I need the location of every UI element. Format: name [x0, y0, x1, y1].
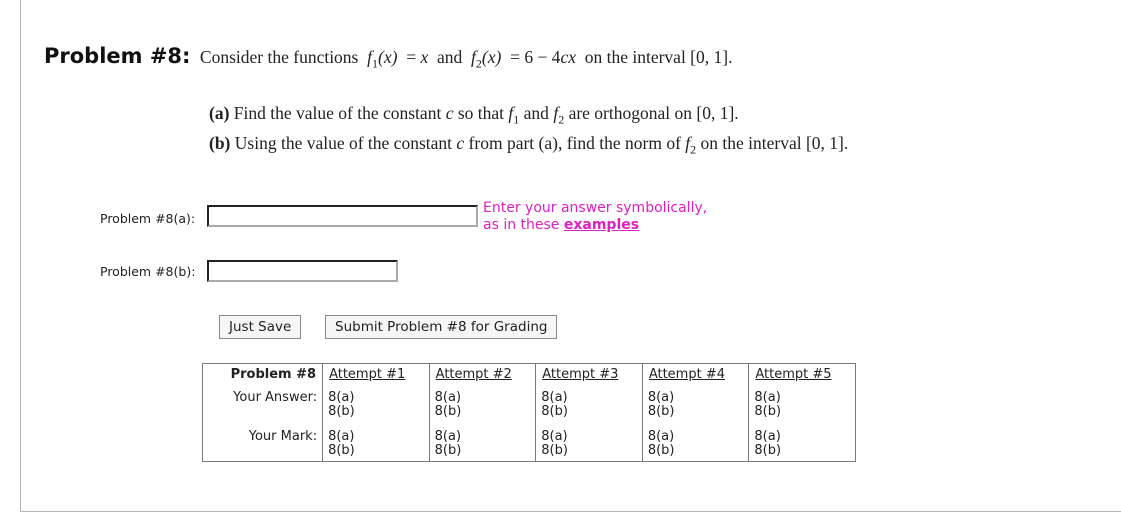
answer-cell-2: 8(a) 8(b) — [429, 389, 536, 420]
answer-cell-1: 8(a) 8(b) — [323, 389, 430, 420]
attempt-2-header — [429, 364, 536, 390]
submit-grading-button[interactable]: Submit Problem #8 for Grading — [325, 315, 557, 339]
answer-hint: Enter your answer symbolically, as in these examples — [483, 200, 708, 233]
attempt-2-link[interactable]: Attempt #2 — [435, 367, 512, 382]
mark-cell-2: 8(a) 8(b) — [429, 420, 536, 462]
attempts-header-label: Problem #8 — [230, 367, 317, 382]
answer-cell-4: 8(a) 8(b) — [642, 389, 749, 420]
answer-b-input[interactable] — [207, 260, 398, 282]
problem-title: Problem #8: — [44, 44, 191, 68]
mark-cell-4: 8(a) 8(b) — [642, 420, 749, 462]
attempt-1-header — [323, 364, 430, 390]
your-mark-row — [203, 420, 856, 462]
examples-link[interactable]: examples — [563, 217, 640, 233]
your-answer-label: Your Answer: — [203, 389, 323, 420]
your-answer-row — [203, 389, 856, 420]
problem-intro: Consider the functions $f_1(x) = x$ and $f_2(x) = 6 - 4cx$ on the interval [0, 1]. — [199, 47, 733, 71]
attempt-4-link[interactable]: Attempt #4 — [648, 367, 725, 382]
part-b-statement: (b) Using the value of the constant c from part (a), find the norm of $f_2$ on the interval [0, 1]. — [209, 133, 849, 157]
just-save-button[interactable]: Just Save — [219, 315, 301, 339]
answer-a-label: Problem #8(a): — [100, 211, 196, 226]
attempts-table — [202, 363, 856, 462]
part-a-statement: (a) Find the value of the constant c so that $f_1$ and $f_2$ are orthogonal on [0, 1]. — [209, 103, 739, 127]
attempt-5-header — [749, 364, 856, 390]
answer-a-input[interactable] — [207, 205, 478, 227]
answer-cell-5: 8(a) 8(b) — [754, 390, 782, 419]
your-mark-label: Your Mark: — [203, 420, 323, 462]
answer-b-label: Problem #8(b): — [100, 264, 196, 279]
attempts-header-row — [203, 364, 856, 390]
mark-cell-1: 8(a) 8(b) — [323, 420, 430, 462]
attempt-1-link[interactable]: Attempt #1 — [329, 367, 406, 382]
attempt-4-header — [642, 364, 749, 390]
answer-cell-3: 8(a) 8(b) — [536, 389, 643, 420]
problem-statement — [44, 44, 732, 72]
attempt-5-link[interactable]: Attempt #5 — [755, 367, 832, 382]
mark-cell-3: 8(a) 8(b) — [536, 420, 643, 462]
attempt-3-header — [536, 364, 643, 390]
attempt-3-link[interactable]: Attempt #3 — [542, 367, 619, 382]
mark-cell-5: 8(a) 8(b) — [754, 429, 782, 458]
